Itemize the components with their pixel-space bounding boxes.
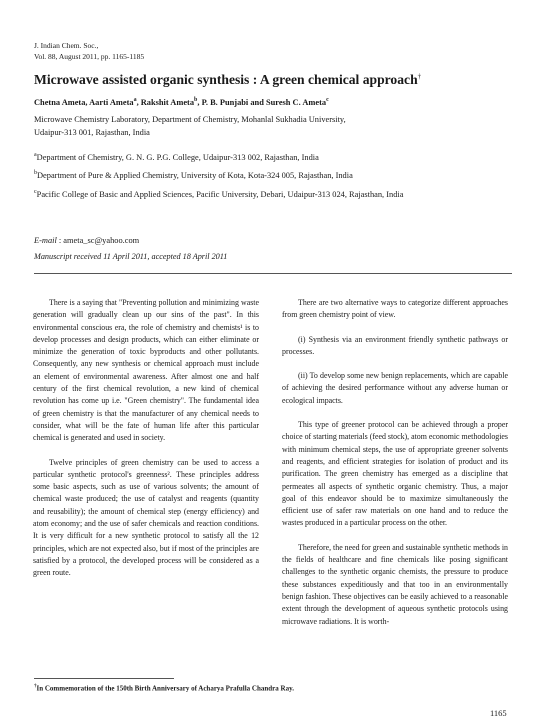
footnote-mark: †: [34, 684, 37, 689]
left-paragraph-2: Twelve principles of green chemistry can be used to access a particular synthetic protocol's greenness². These principles address some basic aspects, such as use of various solvents; the amount of chemical waste produced; the use of catalyst and reagents (quantity and reusability); the amount of chemical step (energy efficiency) and atom economy; and the use of safer chemicals and reaction conditions. It is very difficult for a new synthetic protocol to satisfy all the 12 principles, which are not expected also, but if most of the principles are satisfied by a protocol, the developed process will be considered as a green route.: [33, 457, 259, 578]
page-number: 1165: [490, 708, 507, 718]
affiliation-main-line1: Microwave Chemistry Laboratory, Department of Chemistry, Mohanlal Sukhadia University,: [34, 115, 346, 124]
right-paragraph-2: (i) Synthesis via an environment friendly synthetic pathways or processes.: [282, 334, 508, 356]
author-mark-b: b: [194, 97, 198, 103]
affiliation-main-line2: Udaipur-313 001, Rajasthan, India: [34, 128, 150, 137]
article-title: [34, 72, 514, 88]
affiliation-b-mark: b: [34, 170, 37, 176]
affiliation-c: [34, 186, 403, 201]
author-email: [34, 236, 139, 245]
affiliation-b: [34, 167, 353, 182]
footnote: [34, 684, 294, 692]
journal-name: J. Indian Chem. Soc.,: [34, 41, 99, 50]
article-title-text: Microwave assisted organic synthesis : A green chemical approach: [34, 72, 418, 87]
author-text-3: , P. B. Punjabi and Suresh C. Ameta: [197, 97, 327, 107]
title-footnote-mark: †: [417, 72, 422, 81]
email-label: E-mail: [34, 236, 57, 245]
email-address[interactable]: : ameta_sc@yahoo.com: [56, 236, 140, 245]
affiliation-a-mark: a: [34, 152, 37, 158]
affiliation-b-text: Department of Pure & Applied Chemistry, University of Kota, Kota-324 005, Rajasthan, India: [37, 170, 353, 180]
affiliation-main: [34, 113, 346, 139]
author-text-1: Chetna Ameta, Aarti Ameta: [34, 97, 134, 107]
affiliation-c-mark: c: [34, 189, 37, 195]
right-paragraph-3: (ii) To develop some new benign replacements, which are capable of achieving the desired performance without any adverse human or ecological impacts.: [282, 371, 508, 405]
journal-volume: Vol. 88, August 2011, pp. 1165-1185: [34, 52, 145, 61]
affiliation-a: [34, 149, 319, 164]
author-list: [34, 97, 329, 107]
author-mark-c: c: [326, 97, 329, 103]
right-column: [282, 297, 508, 640]
footnote-text: In Commemoration of the 150th Birth Anniversary of Acharya Prafulla Chandra Ray.: [36, 684, 294, 693]
author-mark-a: a: [133, 97, 137, 103]
left-paragraph-1: There is a saying that "Preventing pollution and minimizing waste generation will gradually clean up our sins of the past". In this environmental conscious era, the role of chemistry and chemists¹ is to develop processes and design products, which can either eliminate or minimize the generation of toxic byproducts and other pollutants. Consequently, any new synthesis or chemical approach must include an element of environmental awareness. After almost one and half century of the first chemical revolution, a new kind of chemical revolution has come up i.e. "Green chemistry". The fundamental idea of green chemistry is that the manufacturer of any chemical needs to consider, what will be the fate of human life after this particular chemical is generated and used in society.: [33, 298, 259, 443]
right-paragraph-5: Therefore, the need for green and sustainable synthetic methods in the fields of healthcare and fine chemicals like posing significant challenges to the synthetic organic chemists, the pressure to produce these substances expeditiously and that too in an environmentally benign fashion. These objectives can be easily achieved to a reasonable extent through the development of aqueous synthetic protocols using microwave radiations. It is worth-: [282, 542, 508, 626]
footnote-divider: [34, 678, 174, 679]
header-divider: [34, 273, 512, 274]
affiliation-c-text: Pacific College of Basic and Applied Sciences, Pacific University, Debari, Udaipur-313 024, Rajasthan, India: [36, 189, 404, 199]
affiliation-a-text: Department of Chemistry, G. N. G. P.G. College, Udaipur-313 002, Rajasthan, India: [36, 152, 319, 162]
author-text-2: , Rakshit Ameta: [136, 97, 195, 107]
journal-citation: [34, 40, 144, 62]
left-column: [33, 297, 259, 592]
right-paragraph-1: There are two alternative ways to categorize different approaches from green chemistry point of view.: [282, 298, 508, 320]
right-paragraph-4: This type of greener protocol can be achieved through a proper choice of starting materials (feed stock), atom economic methodologies with minimum chemical steps, the use of appropriate greener solvents and reagents, and efficient strategies for isolation of product and its purification. The green chemistry has emerged as a discipline that permeates all aspects of synthetic organic chemistry. Thus, a major goal of this endeavor should be to maximize simultaneously the efficient use of safer raw materials on one hand and to reduce the wastes produced in a particular process on the other.: [282, 420, 508, 528]
manuscript-dates: Manuscript received 11 April 2011, accepted 18 April 2011: [34, 252, 228, 261]
